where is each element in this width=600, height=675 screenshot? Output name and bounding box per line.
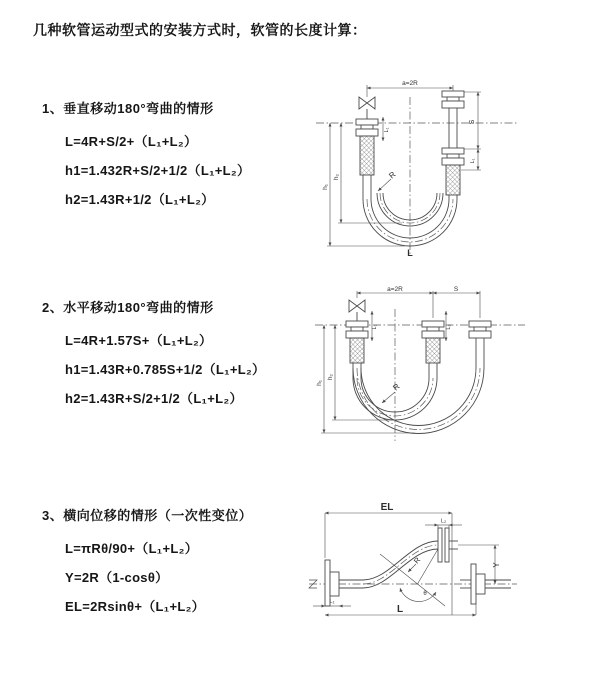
section-horizontal-180 — [42, 299, 265, 413]
section-2-heading: 2、水平移动180°弯曲的情形 — [42, 300, 214, 315]
dim-label-h2: h₂ — [327, 373, 334, 381]
dim-label-l1-left: L₁ — [384, 127, 390, 133]
dim-label-h2: h₂ — [333, 173, 340, 181]
dim-label-l1-right: L₁ — [470, 158, 476, 164]
radius-label: R — [387, 169, 398, 181]
dim-label-el: EL — [380, 502, 394, 513]
radius-label: R — [411, 555, 423, 566]
dim-label-stroke-s: S — [453, 286, 459, 293]
diagram-vertical-180-bend — [310, 75, 590, 260]
dim-label-l1: L₁ — [372, 324, 378, 330]
middle-pipe-fitting — [422, 321, 444, 363]
radius-label: R — [391, 381, 402, 393]
right-pipe-fitting — [469, 321, 491, 345]
hose-s-curve — [363, 541, 438, 588]
formula-s1-h1: h1=1.432R+S/2+1/2（L₁+L₂） — [65, 163, 251, 178]
dim-label-y: Y — [492, 562, 501, 568]
valve-icon — [349, 300, 365, 321]
length-label: L — [407, 248, 413, 258]
formula-s1-L: L=4R+S/2+（L₁+L₂） — [65, 134, 198, 149]
upper-flange-fitting — [438, 528, 458, 562]
dim-label-l2: L₂ — [440, 518, 447, 525]
diagram-lateral-displacement — [305, 498, 597, 640]
dim-label-stroke-s: S — [469, 119, 476, 125]
section-lateral-displacement — [42, 507, 252, 621]
formula-s3-L: L=πRθ/90+（L₁+L₂） — [65, 541, 198, 556]
formula-s2-h2: h2=1.43R+S/2+1/2（L₁+L₂） — [65, 391, 243, 406]
formula-s3-EL: EL=2Rsinθ+（L₁+L₂） — [65, 599, 205, 614]
left-pipe-fitting — [356, 119, 378, 175]
dim-label-h1: h₁ — [316, 380, 323, 386]
page-title: 几种软管运动型式的安装方式时，软管的长度计算： — [33, 22, 367, 38]
section-vertical-180 — [42, 100, 250, 214]
formula-s1-h2: h2=1.43R+1/2（L₁+L₂） — [65, 192, 215, 207]
formula-s2-L: L=4R+1.57S+（L₁+L₂） — [65, 333, 213, 348]
length-label: L — [396, 604, 404, 615]
dim-label-l2: L₂ — [446, 324, 452, 330]
dim-label-span: a=2R — [402, 80, 418, 87]
valve-icon — [359, 97, 375, 119]
section-3-heading: 3、横向位移的情形（一次性变位） — [42, 508, 253, 523]
centerlines — [315, 309, 525, 441]
left-pipe-fitting — [346, 321, 368, 363]
theta-label: θ — [423, 591, 427, 597]
dim-label-h1: h₁ — [322, 184, 329, 190]
right-pipe-fitting — [442, 91, 464, 195]
section-1-heading: 1、垂直移动180°弯曲的情形 — [42, 101, 214, 116]
diagram-horizontal-180-bend — [310, 283, 590, 455]
formula-s3-Y: Y=2R（1-cosθ） — [65, 570, 169, 585]
formula-s2-h1: h1=1.43R+0.785S+1/2（L₁+L₂） — [65, 362, 266, 377]
dim-label-l1: L₁ — [329, 599, 335, 605]
centerlines — [316, 97, 518, 255]
dim-label-span: a=2R — [387, 286, 403, 293]
